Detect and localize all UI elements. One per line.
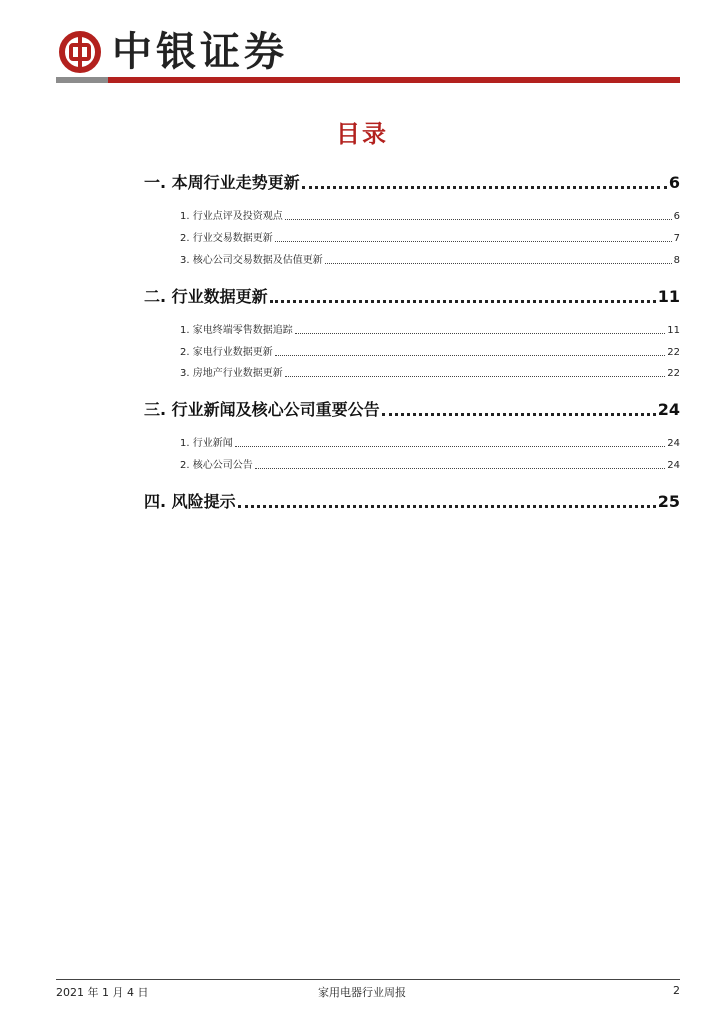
toc-item-2-1[interactable]	[144, 321, 680, 336]
brand-name: 中银证券	[112, 28, 288, 75]
dot-leader	[275, 241, 672, 242]
page-header	[0, 0, 724, 90]
toc-item-page: 22	[667, 347, 680, 358]
toc-item-1-3[interactable]	[144, 251, 680, 266]
toc-item-3-1[interactable]	[144, 434, 680, 449]
bank-of-china-logo-icon	[58, 30, 102, 74]
toc-item-page: 6	[673, 211, 680, 222]
dot-leader	[285, 376, 666, 377]
toc-item-2-3[interactable]	[144, 364, 680, 379]
toc-section-2[interactable]	[144, 284, 680, 307]
header-divider-gray	[56, 77, 108, 83]
toc-item-label: 3. 房地产行业数据更新	[180, 368, 283, 379]
dot-leader	[235, 446, 666, 447]
dot-leader	[295, 333, 666, 334]
dot-leader	[238, 505, 656, 508]
dot-leader	[275, 355, 666, 356]
footer-divider	[56, 979, 680, 980]
toc-item-1-1[interactable]	[144, 207, 680, 222]
toc-section-page: 11	[657, 287, 680, 306]
toc-item-page: 8	[673, 255, 680, 266]
toc-item-2-2[interactable]	[144, 343, 680, 358]
toc-item-page: 24	[667, 460, 680, 471]
toc-item-label: 2. 行业交易数据更新	[180, 233, 273, 244]
dot-leader	[302, 186, 667, 189]
dot-leader	[285, 219, 672, 220]
dot-leader	[382, 413, 656, 416]
toc-title: 目录	[336, 120, 388, 148]
toc-item-label: 2. 核心公司公告	[180, 460, 253, 471]
toc-section-page: 6	[668, 173, 680, 192]
dot-leader	[270, 300, 656, 303]
footer-report-name: 家用电器行业周报	[318, 986, 406, 999]
toc-section-1[interactable]	[144, 170, 680, 193]
dot-leader	[325, 263, 672, 264]
toc-section-4[interactable]	[144, 489, 680, 512]
toc-section-label: 一. 本周行业走势更新	[144, 173, 300, 192]
toc-section-label: 三. 行业新闻及核心公司重要公告	[144, 400, 380, 419]
toc-item-page: 7	[673, 233, 680, 244]
toc-item-3-2[interactable]	[144, 456, 680, 471]
toc-section-3[interactable]	[144, 397, 680, 420]
toc-item-label: 1. 家电终端零售数据追踪	[180, 325, 293, 336]
toc-item-label: 1. 行业点评及投资观点	[180, 211, 283, 222]
toc-item-label: 1. 行业新闻	[180, 438, 233, 449]
toc-item-page: 24	[667, 438, 680, 449]
toc-section-page: 24	[657, 400, 680, 419]
footer-date: 2021 年 1 月 4 日	[56, 986, 149, 999]
toc-section-label: 二. 行业数据更新	[144, 287, 268, 306]
dot-leader	[255, 468, 666, 469]
toc-section-label: 四. 风险提示	[144, 492, 236, 511]
toc-item-page: 11	[667, 325, 680, 336]
toc-item-page: 22	[667, 368, 680, 379]
toc-item-label: 3. 核心公司交易数据及估值更新	[180, 255, 323, 266]
toc-item-1-2[interactable]	[144, 229, 680, 244]
footer-page-number: 2	[673, 984, 680, 997]
header-divider-red	[108, 77, 680, 83]
toc-item-label: 2. 家电行业数据更新	[180, 347, 273, 358]
toc-section-page: 25	[657, 492, 680, 511]
